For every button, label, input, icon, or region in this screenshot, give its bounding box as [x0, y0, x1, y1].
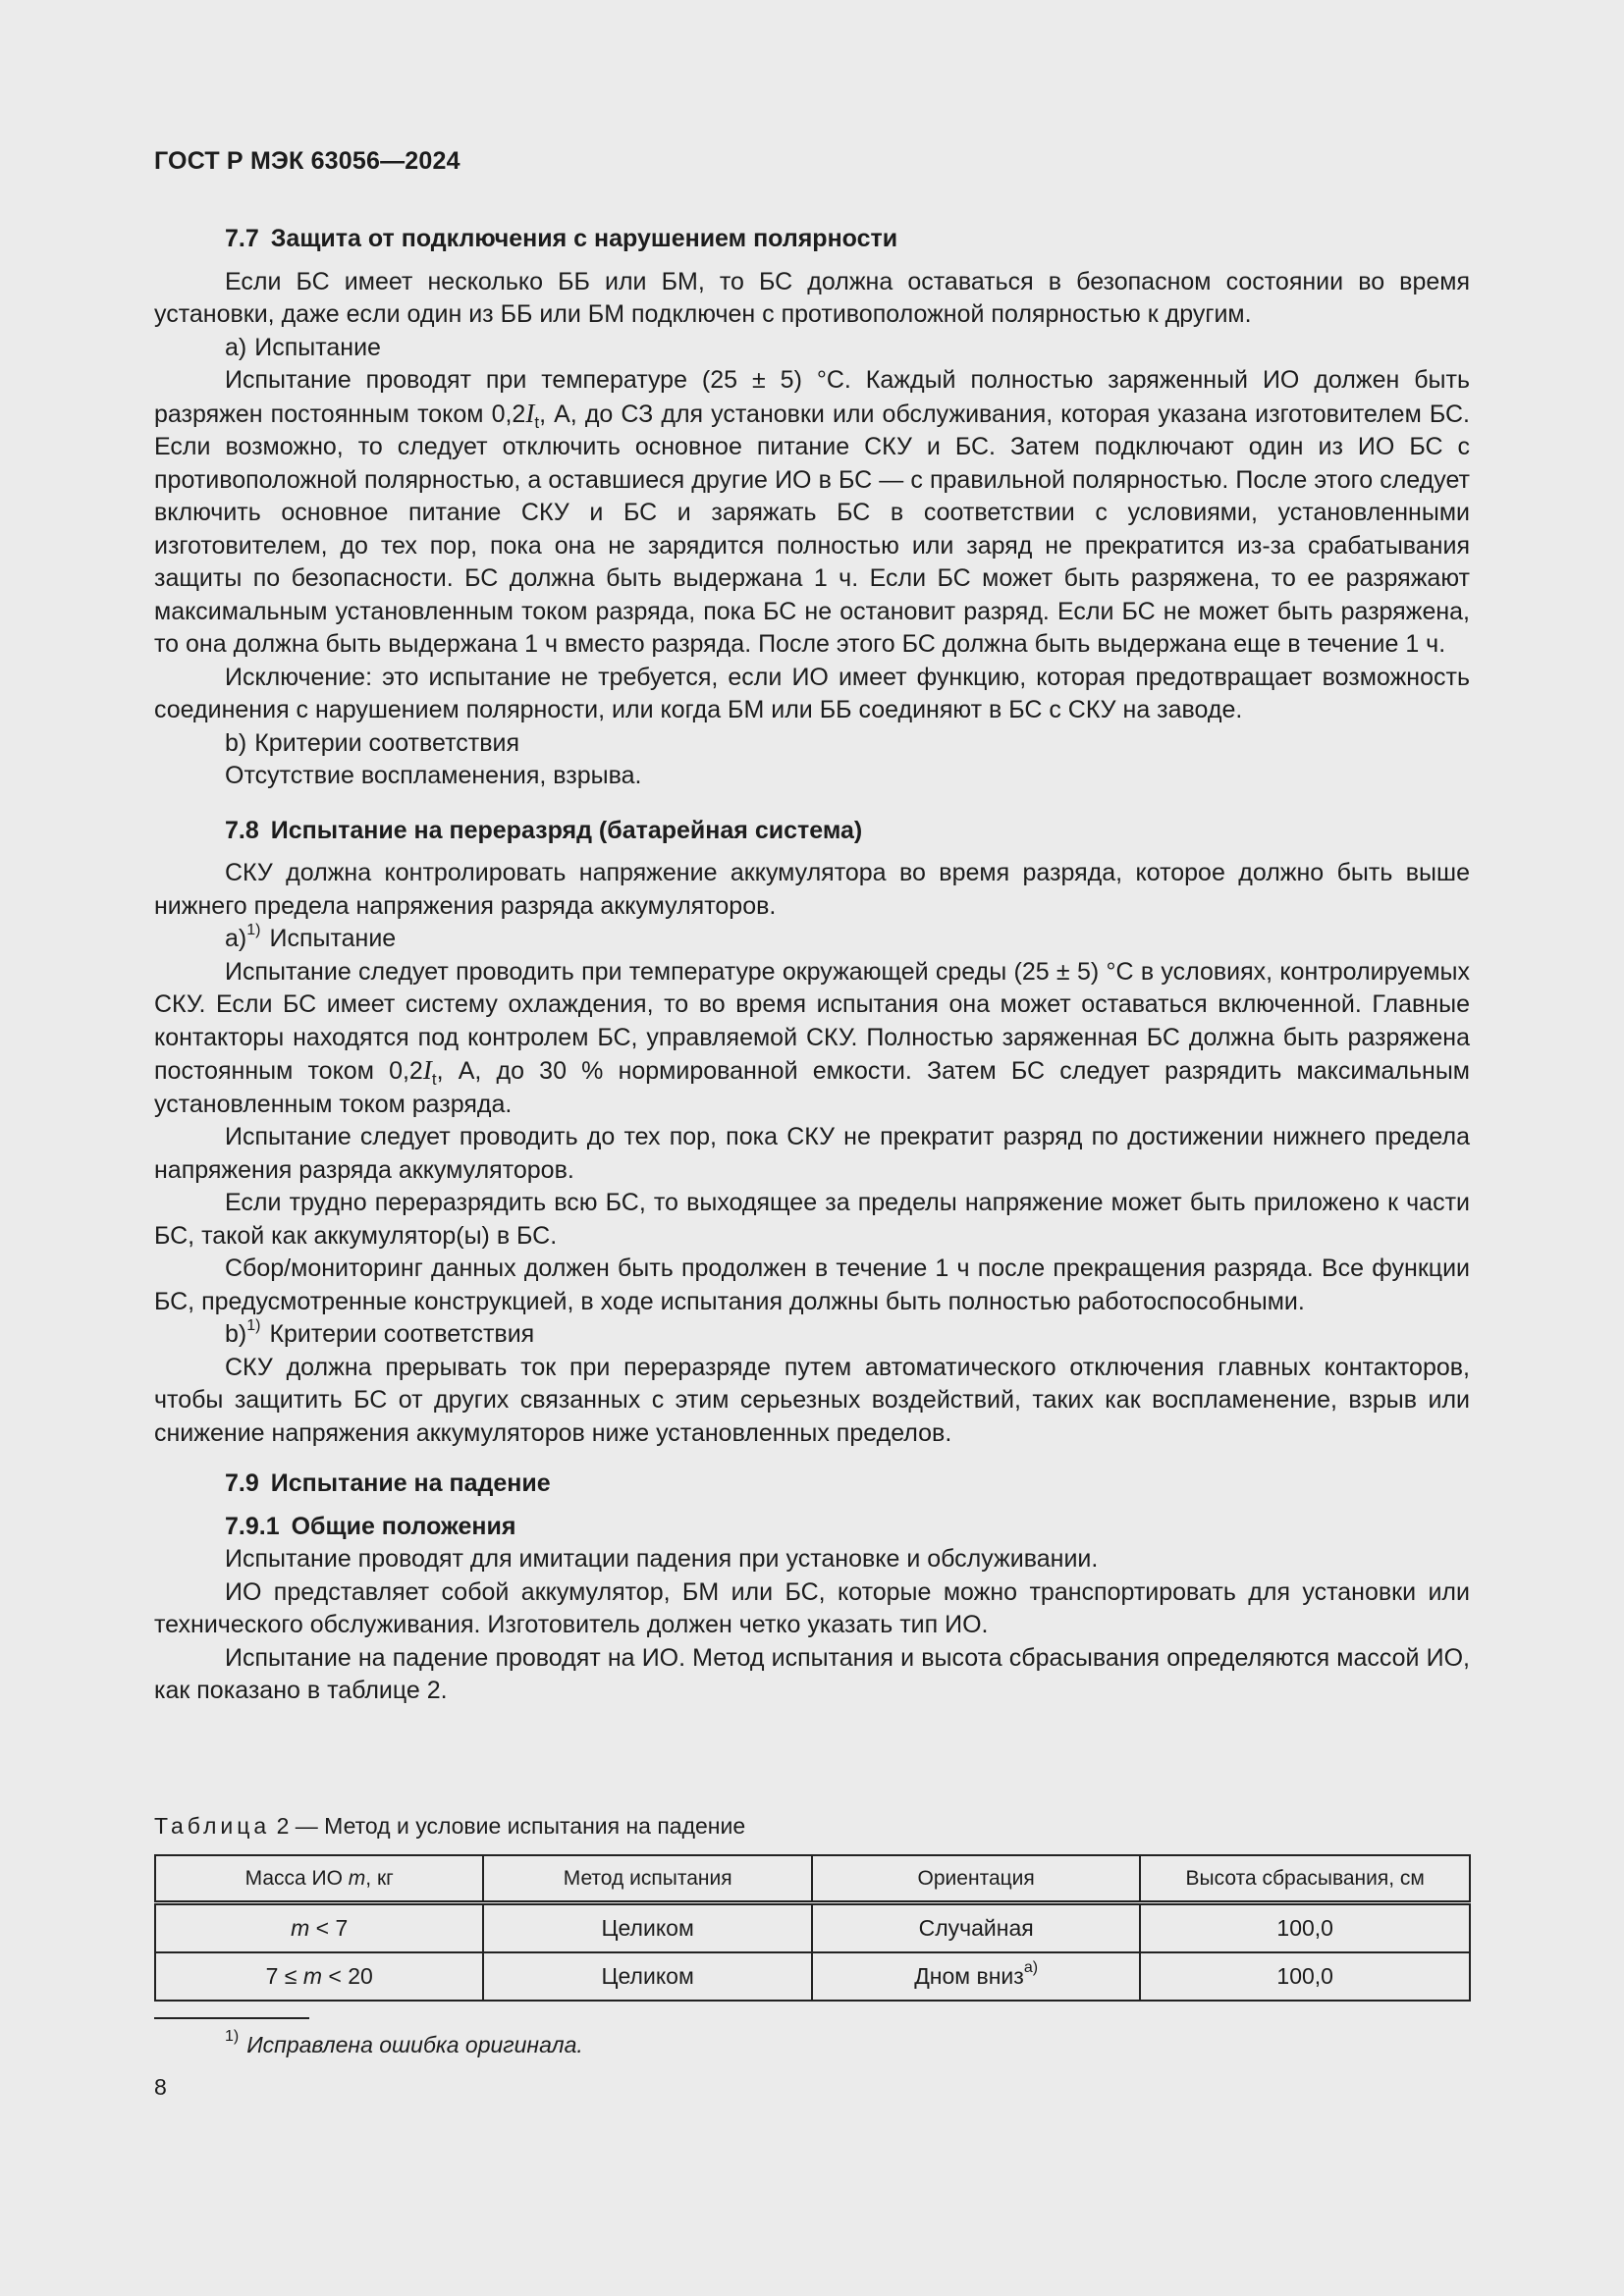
list-item-b [154, 727, 1470, 761]
section-7-9-heading [154, 1468, 1470, 1501]
document-header: ГОСТ Р МЭК 63056—2024 [154, 147, 460, 175]
paragraph: Сбор/мониторинг данных должен быть продолжен в течение 1 ч после прекращения разряда. Все функции БС, предусмотренные конструкцией, в ходе испытания должны быть полностью работоспособными. [154, 1255, 1470, 1315]
table-note-ref: a) [1023, 1959, 1039, 1977]
section-number: 7.8 [225, 816, 259, 844]
orientation-cell [812, 1952, 1141, 2001]
header-text: , кг [365, 1866, 394, 1890]
paragraph: Испытание следует проводить до тех пор, пока СКУ не прекратит разряд по достижении нижнего предела напряжения разряда аккумуляторов. [154, 1123, 1470, 1184]
table-caption-word: Таблица [154, 1813, 271, 1839]
paragraph: ИО представляет собой аккумулятор, БМ или БС, которые можно транспортировать для установки или технического обслуживания. Изготовитель должен четко указать тип ИО. [154, 1577, 1470, 1638]
mass-symbol: m [291, 1915, 310, 1941]
paragraph [154, 364, 1470, 662]
list-marker: b) [225, 728, 247, 757]
list-label: Критерии соответствия [269, 1320, 535, 1348]
list-item-b [154, 1318, 1470, 1352]
footnote-text: Исправлена ошибка оригинала. [246, 2032, 583, 2057]
document-body [154, 223, 1470, 1708]
paragraph: Отсутствие воспламенения, взрыва. [225, 762, 642, 789]
mass-cell [155, 1903, 483, 1953]
column-header-orientation: Ориентация [812, 1855, 1141, 1903]
paragraph: Если трудно переразрядить всю БС, то выходящее за пределы напряжение может быть приложено к части БС, такой как аккумулятор(ы) в БС. [154, 1189, 1470, 1250]
column-header-mass [155, 1855, 483, 1903]
table-caption-text: 2 — Метод и условие испытания на падение [270, 1813, 746, 1839]
height-cell: 100,0 [1140, 1903, 1470, 1953]
paragraph: СКУ должна прерывать ток при переразряде путем автоматического отключения главных контакторов, чтобы защитить БС от других связанных с этим серьезных воздействий, таких как воспламенение, взрыв или снижение напряжения аккумуляторов ниже установленных пределов. [154, 1353, 1470, 1447]
mass-symbol: m [348, 1866, 366, 1890]
cell-text: Случайная [918, 1915, 1034, 1941]
paragraph: СКУ должна контролировать напряжение аккумулятора во время разряда, которое должно быть выше нижнего предела напряжения разряда аккумуляторов. [154, 859, 1470, 920]
text-run: , А, до 30 % нормированной емкости. Затем БС следует разрядить максимальным установленным током разряда. [154, 1057, 1470, 1118]
column-header-method: Метод испытания [483, 1855, 811, 1903]
height-cell: 100,0 [1140, 1952, 1470, 2001]
paragraph: Испытание проводят для имитации падения при установке и обслуживании. [225, 1545, 1099, 1573]
list-label: Испытание [269, 925, 397, 952]
section-title: Испытание на переразряд (батарейная система) [270, 816, 863, 844]
section-number: 7.9 [225, 1469, 259, 1497]
cell-text: 7 ≤ [265, 1963, 303, 1989]
paragraph: Испытание на падение проводят на ИО. Метод испытания и высота сбрасывания определяются массой ИО, как показано в таблице 2. [154, 1643, 1470, 1704]
cell-text: Дном вниз [914, 1963, 1024, 1989]
mass-symbol: m [302, 1963, 322, 1989]
subsection-title: Общие положения [291, 1512, 516, 1540]
list-label: Испытание [254, 333, 381, 361]
section-7-7-heading [154, 223, 1470, 256]
section-number: 7.7 [225, 225, 259, 252]
list-marker: а) [225, 333, 247, 361]
list-marker: b) [225, 1320, 247, 1348]
section-title: Испытание на падение [270, 1469, 551, 1497]
footnote-mark: 1) [225, 2028, 240, 2046]
paragraph: Исключение: это испытание не требуется, если ИО имеет функцию, которая предотвращает возможность соединения с нарушением полярности, или когда БМ или ББ соединяют в БС с СКУ на заводе. [154, 663, 1470, 723]
text-run: Испытание следует проводить при температуре окружающей среды (25 ± 5) °С в условиях, контролируемых СКУ. Если БС имеет систему охлаждения, то во время испытания она может оставаться включенной. Главные контакторы находятся под контролем БС, управляемой СКУ. Полностью заряженная БС должна быть разряжена постоянным током 0,2 [154, 957, 1470, 1085]
method-cell: Целиком [483, 1952, 811, 2001]
footnote [225, 2028, 583, 2058]
footnote-separator [154, 2017, 309, 2019]
list-label: Критерии соответствия [254, 728, 519, 757]
section-7-8-heading [154, 815, 1470, 848]
subsection-7-9-1-heading [154, 1511, 1470, 1544]
subsection-number: 7.9.1 [225, 1512, 280, 1540]
table-row [155, 1952, 1470, 2001]
orientation-cell [812, 1903, 1141, 1953]
header-text: Масса ИО [244, 1866, 349, 1890]
table-row [155, 1903, 1470, 1953]
table-header-row [155, 1855, 1470, 1903]
footnote-ref: 1) [246, 1316, 261, 1334]
table-caption [154, 1813, 745, 1840]
drop-test-table [154, 1854, 1471, 2002]
text-run: , А, до СЗ для установки или обслуживания, которая указана изготовителем БС. Если возможно, то следует отключить основное питание СКУ и БС. Затем подключают один из ИО БС с противоположной полярностью, а оставшиеся другие ИО в БС — с правильной полярностью. После этого следует включить основное питание СКУ и БС и заряжать БС в соответствии с условиями, установленными изготовителем, до тех пор, пока она не зарядится полностью или заряд не прекратится из-за срабатывания защиты по безопасности. БС должна быть выдержана 1 ч. Если БС может быть разряжена, то ее разряжают максимальным установленным током разряда, пока БС не остановит разряд. Если БС не может быть разряжена, то она должна быть выдержана 1 ч вместо разряда. После этого БС должна быть выдержана еще в течение 1 ч. [154, 400, 1470, 658]
page-number: 8 [154, 2074, 167, 2100]
column-header-height: Высота сбрасывания, см [1140, 1855, 1470, 1903]
list-item-a [154, 332, 1470, 365]
cell-text: < 20 [321, 1963, 373, 1989]
current-symbol: I [525, 398, 535, 428]
list-item-a [154, 923, 1470, 956]
list-marker: а) [225, 925, 247, 952]
text-run: Испытание проводят при температуре (25 ± 5) °С. Каждый полностью заряженный ИО должен быть разряжен постоянным током 0,2 [154, 366, 1470, 428]
mass-cell [155, 1952, 483, 2001]
footnote-ref: 1) [246, 921, 261, 938]
current-symbol: I [422, 1055, 432, 1085]
cell-text: < 7 [309, 1915, 349, 1941]
paragraph [154, 956, 1470, 1122]
paragraph: Если БС имеет несколько ББ или БМ, то БС должна оставаться в безопасном состоянии во время установки, даже если один из ББ или БМ подключен с противоположной полярностью к другим. [154, 267, 1470, 328]
section-title: Защита от подключения с нарушением полярности [270, 225, 898, 252]
current-subscript: t [534, 412, 540, 432]
current-subscript: t [431, 1070, 437, 1089]
method-cell: Целиком [483, 1903, 811, 1953]
